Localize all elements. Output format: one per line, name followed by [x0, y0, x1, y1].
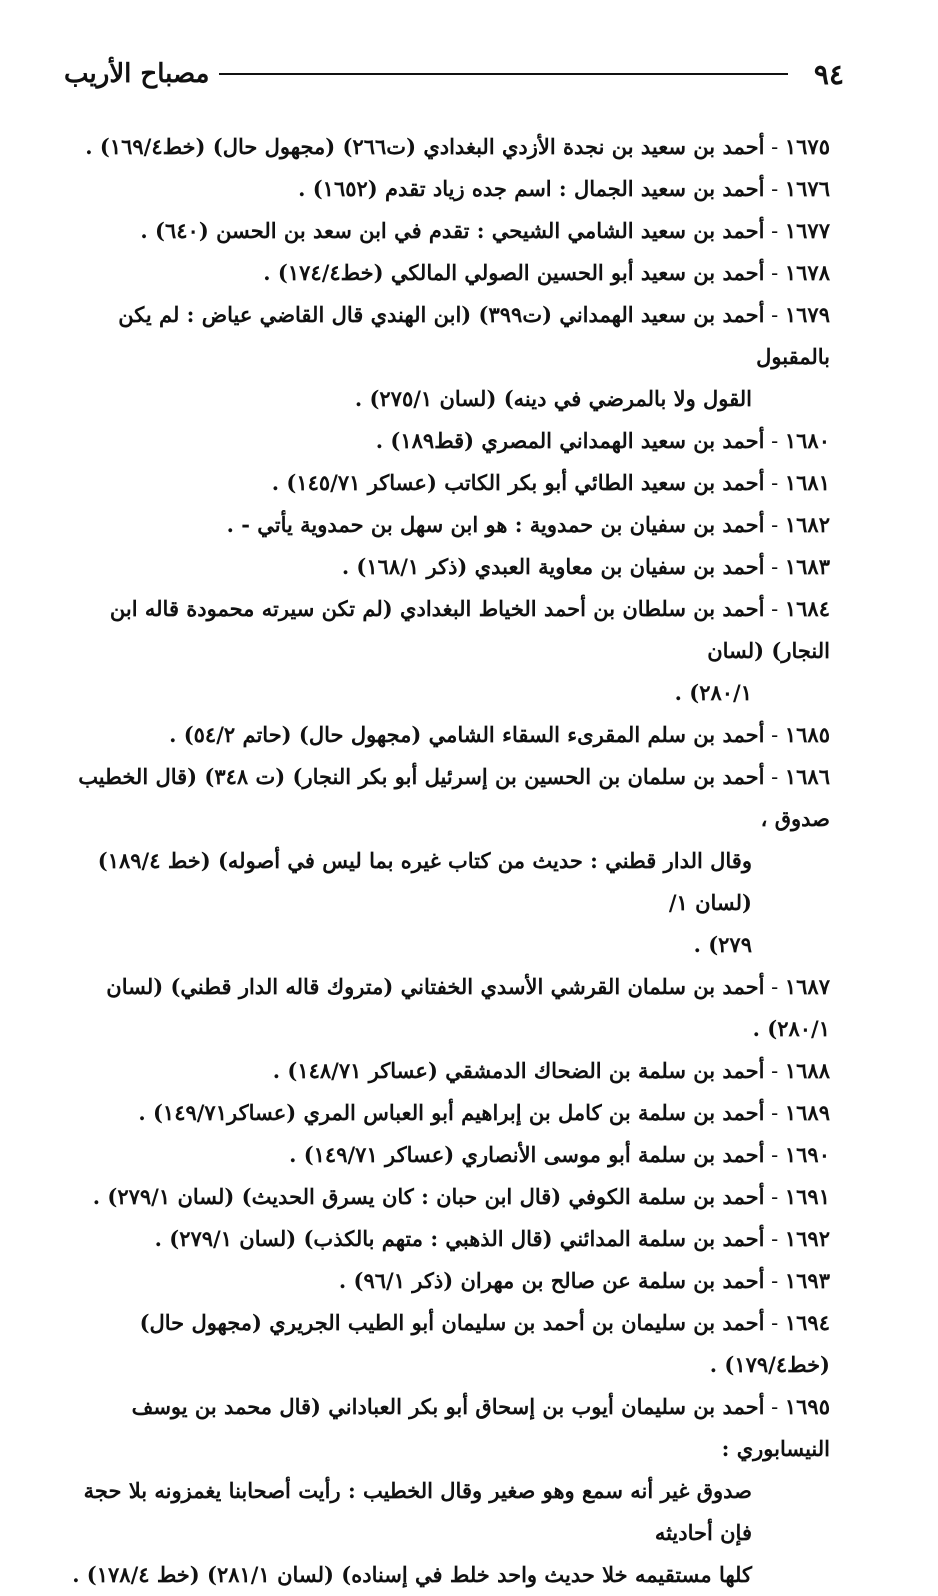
entry-1694: ١٦٩٤ - أحمد بن سليمان بن أحمد بن سليمان أبو الطيب الجريري (مجهول حال) (خط١٧٩/٤) .	[139, 1310, 830, 1377]
entry-1679: ١٦٧٩ - أحمد بن سعيد الهمداني (ت٣٩٩) (ابن الهندي قال القاضي عياض : لم يكن بالمقبول القول ولا بالمرضي في دينه) (لسان ٢٧٥/١) .	[60, 294, 830, 420]
entry-number: ١٦٨٢	[784, 512, 830, 537]
entry-number: ١٦٧٥	[784, 134, 830, 159]
entry-text: أحمد بن سلمة بن كامل بن إبراهيم أبو العباس المري (عساكر١٤٩/٧١) .	[138, 1100, 765, 1125]
entry-continuation: صدوق غير أنه سمع وهو صغير وقال الخطيب : رأيت أصحابنا يغمزونه بلا حجة فإن أحاديثه	[83, 1478, 752, 1545]
entry-1689: ١٦٨٩ - أحمد بن سلمة بن كامل بن إبراهيم أبو العباس المري (عساكر١٤٩/٧١) .	[138, 1100, 830, 1125]
entry-text: أحمد بن سلمة الكوفي (قال ابن حبان : كان يسرق الحديث) (لسان ٢٧٩/١) .	[92, 1184, 765, 1209]
entry-1695: ١٦٩٥ - أحمد بن سليمان أيوب بن إسحاق أبو بكر العباداني (قال محمد بن يوسف النيسابوري : صدوق غير أنه سمع وهو صغير وقال الخطيب : رأيت أصحابنا يغمزونه بلا حجة فإن أحاديثه كلها مستقيمه خلا حديث واحد خلط في إسناده) (لسان ٢٨١/١) (خط ١٧٨/٤) .	[60, 1386, 830, 1596]
entry-number: ١٦٩١	[784, 1184, 830, 1209]
entry-1675: ١٦٧٥ - أحمد بن سعيد بن نجدة الأزدي البغدادي (ت٢٦٦) (مجهول حال) (خط١٦٩/٤) .	[85, 134, 830, 159]
entry-number: ١٦٧٦	[784, 176, 830, 201]
entry-1680: ١٦٨٠ - أحمد بن سعيد الهمداني المصري (قط١٨٩) .	[375, 428, 830, 453]
entry-number: ١٦٩٥	[784, 1394, 830, 1419]
entry-1688: ١٦٨٨ - أحمد بن سلمة بن الضحاك الدمشقي (عساكر ١٤٨/٧١) .	[272, 1058, 830, 1083]
entry-number: ١٦٨٨	[784, 1058, 830, 1083]
entry-1686: ١٦٨٦ - أحمد بن سلمان بن الحسين بن إسرئيل أبو بكر النجار) (ت ٣٤٨) (قال الخطيب صدوق ، وقال الدار قطني : حديث من كتاب غيره بما ليس في أصوله) (خط ١٨٩/٤) (لسان ١/ ٢٧٩) .	[60, 756, 830, 966]
entry-number: ١٦٩٢	[784, 1226, 830, 1251]
entry-text: أحمد بن سلم المقرىء السقاء الشامي (مجهول حال) (حاتم ٥٤/٢) .	[169, 722, 765, 747]
entry-text: أحمد بن سلمان بن الحسين بن إسرئيل أبو بكر النجار) (ت ٣٤٨) (قال الخطيب صدوق ،	[78, 764, 830, 831]
entry-text: أحمد بن سلمة عن صالح بن مهران (ذكر ٩٦/١) .	[338, 1268, 765, 1293]
entry-continuation: القول ولا بالمرضي في دينه) (لسان ٢٧٥/١) .	[354, 386, 752, 411]
entry-number: ١٦٧٧	[784, 218, 830, 243]
entry-continuation: وقال الدار قطني : حديث من كتاب غيره بما ليس في أصوله) (خط ١٨٩/٤) (لسان ١/	[97, 848, 752, 915]
entry-text: أحمد بن سليمان بن أحمد بن سليمان أبو الطيب الجريري (مجهول حال) (خط١٧٩/٤) .	[139, 1310, 830, 1377]
entry-number: ١٦٧٨	[784, 260, 830, 285]
entry-text: أحمد بن سليمان أيوب بن إسحاق أبو بكر العباداني (قال محمد بن يوسف النيسابوري :	[131, 1394, 830, 1461]
entry-number: ١٦٩٤	[784, 1310, 830, 1335]
entry-text: أحمد بن سلمان القرشي الأسدي الخفتاني (متروك قاله الدار قطني) (لسان ٢٨٠/١) .	[106, 974, 830, 1041]
entry-text: أحمد بن سعيد أبو الحسين الصولي المالكي (خط١٧٤/٤) .	[263, 260, 765, 285]
entry-number: ١٦٨٣	[784, 554, 830, 579]
book-title: مصباح الأريب	[64, 59, 210, 89]
entry-text: أحمد بن سعيد الجمال : اسم جده زياد تقدم (١٦٥٢) .	[298, 176, 765, 201]
entry-number: ١٦٨٦	[784, 764, 830, 789]
entry-1685: ١٦٨٥ - أحمد بن سلم المقرىء السقاء الشامي (مجهول حال) (حاتم ٥٤/٢) .	[169, 722, 830, 747]
entry-number: ١٦٨٤	[784, 596, 830, 621]
entry-number: ١٦٨١	[784, 470, 830, 495]
entry-text: أحمد بن سفيان بن حمدوية : هو ابن سهل بن حمدوية يأتي - .	[226, 512, 765, 537]
entry-1693: ١٦٩٣ - أحمد بن سلمة عن صالح بن مهران (ذكر ٩٦/١) .	[338, 1268, 830, 1293]
entry-text: أحمد بن سلمة أبو موسى الأنصاري (عساكر ١٤٩/٧١) .	[289, 1142, 765, 1167]
entry-text: أحمد بن سلمة بن الضحاك الدمشقي (عساكر ١٤٨/٧١) .	[272, 1058, 765, 1083]
entry-text: أحمد بن سعيد الشامي الشيحي : تقدم في ابن سعد بن الحسن (٦٤٠) .	[140, 218, 765, 243]
entry-number: ١٦٨٩	[784, 1100, 830, 1125]
entry-list	[60, 126, 830, 1596]
entry-1687: ١٦٨٧ - أحمد بن سلمان القرشي الأسدي الخفتاني (متروك قاله الدار قطني) (لسان ٢٨٠/١) .	[106, 974, 830, 1041]
entry-1682: ١٦٨٢ - أحمد بن سفيان بن حمدوية : هو ابن سهل بن حمدوية يأتي - .	[226, 512, 830, 537]
entry-text: أحمد بن سلطان بن أحمد الخياط البغدادي (لم تكن سيرته محمودة قاله ابن النجار) (لسان	[109, 596, 830, 663]
entry-1690: ١٦٩٠ - أحمد بن سلمة أبو موسى الأنصاري (عساكر ١٤٩/٧١) .	[289, 1142, 830, 1167]
entry-continuation: ٢٧٩) .	[693, 932, 752, 957]
entry-1678: ١٦٧٨ - أحمد بن سعيد أبو الحسين الصولي المالكي (خط١٧٤/٤) .	[263, 260, 830, 285]
header-rule	[219, 73, 787, 75]
entry-text: أحمد بن سعيد الهمداني (ت٣٩٩) (ابن الهندي قال القاضي عياض : لم يكن بالمقبول	[118, 302, 830, 369]
entry-text: أحمد بن سعيد الهمداني المصري (قط١٨٩) .	[375, 428, 765, 453]
entry-number: ١٦٨٧	[784, 974, 830, 999]
entry-number: ١٦٧٩	[784, 302, 830, 327]
entry-number: ١٦٩٠	[784, 1142, 830, 1167]
entry-1692: ١٦٩٢ - أحمد بن سلمة المدائني (قال الذهبي : متهم بالكذب) (لسان ٢٧٩/١) .	[154, 1226, 830, 1251]
entry-1676: ١٦٧٦ - أحمد بن سعيد الجمال : اسم جده زياد تقدم (١٦٥٢) .	[298, 176, 830, 201]
entry-number: ١٦٨٠	[784, 428, 830, 453]
page-header	[64, 54, 844, 94]
entry-number: ١٦٩٣	[784, 1268, 830, 1293]
entry-continuation: كلها مستقيمه خلا حديث واحد خلط في إسناده) (لسان ٢٨١/١) (خط ١٧٨/٤) .	[72, 1562, 752, 1587]
entry-1691: ١٦٩١ - أحمد بن سلمة الكوفي (قال ابن حبان : كان يسرق الحديث) (لسان ٢٧٩/١) .	[92, 1184, 830, 1209]
page-number: ٩٤	[813, 57, 844, 91]
entry-1684: ١٦٨٤ - أحمد بن سلطان بن أحمد الخياط البغدادي (لم تكن سيرته محمودة قاله ابن النجار) (لسان ٢٨٠/١) .	[60, 588, 830, 714]
entry-text: أحمد بن سفيان بن معاوية العبدي (ذكر ١٦٨/١) .	[341, 554, 765, 579]
entry-text: أحمد بن سعيد بن نجدة الأزدي البغدادي (ت٢٦٦) (مجهول حال) (خط١٦٩/٤) .	[85, 134, 765, 159]
entry-1681: ١٦٨١ - أحمد بن سعيد الطائي أبو بكر الكاتب (عساكر ١٤٥/٧١) .	[271, 470, 830, 495]
entry-number: ١٦٨٥	[784, 722, 830, 747]
entry-text: أحمد بن سلمة المدائني (قال الذهبي : متهم بالكذب) (لسان ٢٧٩/١) .	[154, 1226, 765, 1251]
entry-1683: ١٦٨٣ - أحمد بن سفيان بن معاوية العبدي (ذكر ١٦٨/١) .	[341, 554, 830, 579]
entry-text: أحمد بن سعيد الطائي أبو بكر الكاتب (عساكر ١٤٥/٧١) .	[271, 470, 765, 495]
entry-continuation: ٢٨٠/١) .	[674, 680, 752, 705]
entry-1677: ١٦٧٧ - أحمد بن سعيد الشامي الشيحي : تقدم في ابن سعد بن الحسن (٦٤٠) .	[140, 218, 830, 243]
